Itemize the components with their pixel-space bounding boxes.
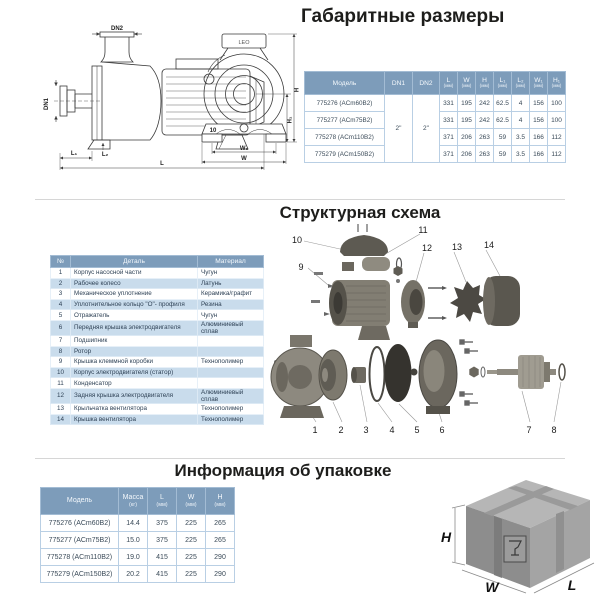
column-header: L (мм)	[440, 72, 458, 95]
table-row	[51, 414, 264, 425]
part-number-cell: 14	[51, 414, 71, 425]
table-row	[51, 403, 264, 414]
l1-label: L₁	[70, 151, 78, 157]
box-h-label: H	[440, 529, 452, 545]
part-number-cell: 5	[51, 310, 71, 321]
value-cell: 3.5	[512, 129, 530, 146]
model-cell: 775278 (ACm110B2)	[41, 549, 119, 566]
table-row	[41, 566, 235, 583]
value-cell: 206	[458, 129, 476, 146]
part-name-cell: Корпус электродвигателя (статор)	[71, 367, 198, 378]
value-cell: 331	[440, 95, 458, 112]
parts-table	[50, 255, 264, 425]
part-number: 10	[291, 235, 303, 245]
section-divider	[35, 458, 565, 459]
part-number: 9	[298, 262, 304, 272]
value-cell: 263	[476, 129, 494, 146]
column-header: L (мм)	[148, 488, 177, 515]
packaging-section-title: Информация об упаковке	[174, 461, 392, 480]
part-number-cell: 12	[51, 388, 71, 403]
value-cell: 371	[440, 129, 458, 146]
value-cell: 166	[530, 129, 548, 146]
value-cell: 290	[206, 549, 235, 566]
part-number-cell: 6	[51, 320, 71, 335]
l-label: L	[160, 161, 164, 167]
part-material-cell: Алюминиевый сплав	[198, 388, 264, 403]
part-7-rotor	[487, 370, 497, 374]
value-cell: 265	[206, 532, 235, 549]
value-cell: 242	[476, 95, 494, 112]
w1-label: W₁	[239, 146, 249, 152]
table-row	[51, 320, 264, 335]
value-cell: 263	[476, 146, 494, 163]
part-name-cell: Корпус насосной части	[71, 268, 198, 279]
table-row	[51, 357, 264, 368]
value-cell: 290	[206, 566, 235, 583]
value-cell: 225	[177, 515, 206, 532]
table-row	[51, 378, 264, 389]
table-row	[51, 367, 264, 378]
column-header: H₁ (мм)	[548, 72, 566, 95]
part-number-cell: 9	[51, 357, 71, 368]
part-name-cell: Уплотнительное кольцо "О"- профиля	[71, 299, 198, 310]
h1-label: H₁	[287, 116, 294, 124]
column-header: Деталь	[71, 256, 198, 268]
value-cell: 225	[177, 532, 206, 549]
part-number-cell: 11	[51, 378, 71, 389]
column-header: DN2	[413, 72, 440, 95]
value-cell: 415	[148, 549, 177, 566]
part-number-cell: 1	[51, 268, 71, 279]
column-header: L₁ (мм)	[494, 72, 512, 95]
part-numbers	[292, 225, 557, 435]
part-material-cell: Керамика/графит	[198, 289, 264, 300]
value-cell: 156	[530, 95, 548, 112]
value-cell: 156	[530, 112, 548, 129]
table-row	[51, 299, 264, 310]
structure-section-title: Структурная схема	[279, 203, 441, 222]
part-name-cell: Крышка вентилятора	[71, 414, 198, 425]
column-header: DN1	[385, 72, 413, 95]
part-number: 13	[451, 242, 463, 252]
value-cell: 265	[206, 515, 235, 532]
value-cell: 3.5	[512, 146, 530, 163]
table-row	[51, 388, 264, 403]
model-cell: 775277 (ACm75B2)	[305, 112, 385, 129]
part-number-cell: 7	[51, 335, 71, 346]
value-cell: 225	[177, 549, 206, 566]
part-name-cell: Ротор	[71, 346, 198, 357]
part-name-cell: Подшипник	[71, 335, 198, 346]
part-number-cell: 3	[51, 289, 71, 300]
part-material-cell	[198, 367, 264, 378]
part-number: 14	[483, 240, 495, 250]
value-cell: 59	[494, 129, 512, 146]
part-10-terminal-box-cover	[340, 235, 388, 256]
model-cell: 775276 (ACm60B2)	[305, 95, 385, 112]
column-header: Модель	[41, 488, 119, 515]
table-row	[41, 515, 235, 532]
table-row	[51, 346, 264, 357]
value-cell: 371	[440, 146, 458, 163]
value-cell: 19.0	[119, 549, 148, 566]
part-number-cell: 10	[51, 367, 71, 378]
front-view-dimensions	[202, 34, 297, 164]
value-cell: 62.5	[494, 112, 512, 129]
table-row	[41, 532, 235, 549]
value-cell: 59	[494, 146, 512, 163]
value-cell: 195	[458, 95, 476, 112]
part-number: 1	[312, 425, 318, 435]
value-cell: 4	[512, 95, 530, 112]
dn1-cell: 2"	[385, 95, 413, 163]
column-header: H (мм)	[476, 72, 494, 95]
section-divider	[35, 199, 565, 200]
part-material-cell: Чугун	[198, 268, 264, 279]
column-header: Материал	[198, 256, 264, 268]
value-cell: 166	[530, 146, 548, 163]
part-material-cell: Технополимер	[198, 403, 264, 414]
value-cell: 112	[548, 146, 566, 163]
part-material-cell: Латунь	[198, 278, 264, 289]
part-number-cell: 8	[51, 346, 71, 357]
part-material-cell	[198, 346, 264, 357]
table-row	[51, 335, 264, 346]
value-cell: 4	[512, 112, 530, 129]
box-l-label: L	[567, 577, 577, 593]
pump-front-view	[202, 34, 286, 142]
column-header: №	[51, 256, 71, 268]
foot-offset-label: 10	[209, 128, 217, 134]
exploded-view-diagram	[270, 222, 600, 454]
part-number: 6	[439, 425, 445, 435]
part-number: 5	[414, 425, 420, 435]
dimensions-table	[304, 71, 566, 163]
model-cell: 775279 (ACm150B2)	[305, 146, 385, 163]
part-number-cell: 4	[51, 299, 71, 310]
l2-label: L₂	[101, 152, 109, 158]
part-material-cell: Технополимер	[198, 357, 264, 368]
box-w-label: W	[485, 579, 499, 595]
model-cell: 775276 (ACm60B2)	[41, 515, 119, 532]
column-header: H (мм)	[206, 488, 235, 515]
value-cell: 375	[148, 515, 177, 532]
value-cell: 206	[458, 146, 476, 163]
dn1-label: DN1	[44, 97, 50, 111]
part-material-cell: Технополимер	[198, 414, 264, 425]
part-8-ring	[559, 364, 565, 380]
value-cell: 415	[148, 566, 177, 583]
column-header: Масса (кг)	[119, 488, 148, 515]
part-4-o-ring	[370, 347, 385, 401]
part-name-cell: Отражатель	[71, 310, 198, 321]
column-header: W (мм)	[177, 488, 206, 515]
table-row	[51, 278, 264, 289]
column-header: W₁ (мм)	[530, 72, 548, 95]
part-name-cell: Крыльчатка вентилятора	[71, 403, 198, 414]
part-material-cell	[198, 378, 264, 389]
part-name-cell: Конденсатор	[71, 378, 198, 389]
part-name-cell: Передняя крышка электродвигателя	[71, 320, 198, 335]
model-cell: 775278 (ACm110B2)	[305, 129, 385, 146]
fragile-icon	[504, 536, 526, 562]
table-row	[41, 549, 235, 566]
table-row	[51, 289, 264, 300]
value-cell: 375	[148, 532, 177, 549]
model-cell: 775279 (ACm150B2)	[41, 566, 119, 583]
pump-dimension-drawing	[4, 22, 300, 176]
value-cell: 331	[440, 112, 458, 129]
part-material-cell: Алюминиевый сплав	[198, 320, 264, 335]
value-cell: 62.5	[494, 95, 512, 112]
value-cell: 20.2	[119, 566, 148, 583]
dn2-label: DN2	[110, 26, 124, 32]
value-cell: 15.0	[119, 532, 148, 549]
exploded-parts-bottom	[271, 335, 565, 418]
value-cell: 100	[548, 112, 566, 129]
dn2-cell: 2"	[413, 95, 440, 163]
packaging-box-drawing	[438, 466, 598, 598]
value-cell: 242	[476, 112, 494, 129]
table-row	[51, 268, 264, 279]
value-cell: 14.4	[119, 515, 148, 532]
column-header: Модель	[305, 72, 385, 95]
packaging-table	[40, 487, 235, 583]
part-material-cell: Резина	[198, 299, 264, 310]
value-cell: 225	[177, 566, 206, 583]
part-number: 7	[526, 425, 532, 435]
value-cell: 195	[458, 112, 476, 129]
part-number: 8	[551, 425, 557, 435]
part-13-fan	[450, 281, 486, 322]
part-material-cell	[198, 335, 264, 346]
part-material-cell: Чугун	[198, 310, 264, 321]
part-name-cell: Крышка клеммной коробки	[71, 357, 198, 368]
part-name-cell: Механическое уплотнение	[71, 289, 198, 300]
part-number: 12	[421, 243, 433, 253]
value-cell: 100	[548, 95, 566, 112]
w-label: W	[241, 156, 247, 162]
part-11-capacitor	[362, 257, 390, 271]
part-number: 4	[389, 425, 395, 435]
column-header: L₂ (мм)	[512, 72, 530, 95]
part-number: 11	[418, 225, 428, 235]
part-5-deflector	[385, 344, 412, 402]
part-name-cell: Задняя крышка электродвигателя	[71, 388, 198, 403]
h-label: H	[294, 87, 300, 93]
dimensions-section-title: Габаритные размеры	[301, 6, 505, 27]
part-number: 3	[363, 425, 369, 435]
part-number: 2	[338, 425, 344, 435]
table-row	[51, 310, 264, 321]
column-header: W (мм)	[458, 72, 476, 95]
value-cell: 112	[548, 129, 566, 146]
part-number-cell: 2	[51, 278, 71, 289]
part-name-cell: Рабочее колесо	[71, 278, 198, 289]
table-row	[305, 95, 566, 112]
model-cell: 775277 (ACm75B2)	[41, 532, 119, 549]
part-number-cell: 13	[51, 403, 71, 414]
brand-label: LEO	[238, 40, 250, 46]
